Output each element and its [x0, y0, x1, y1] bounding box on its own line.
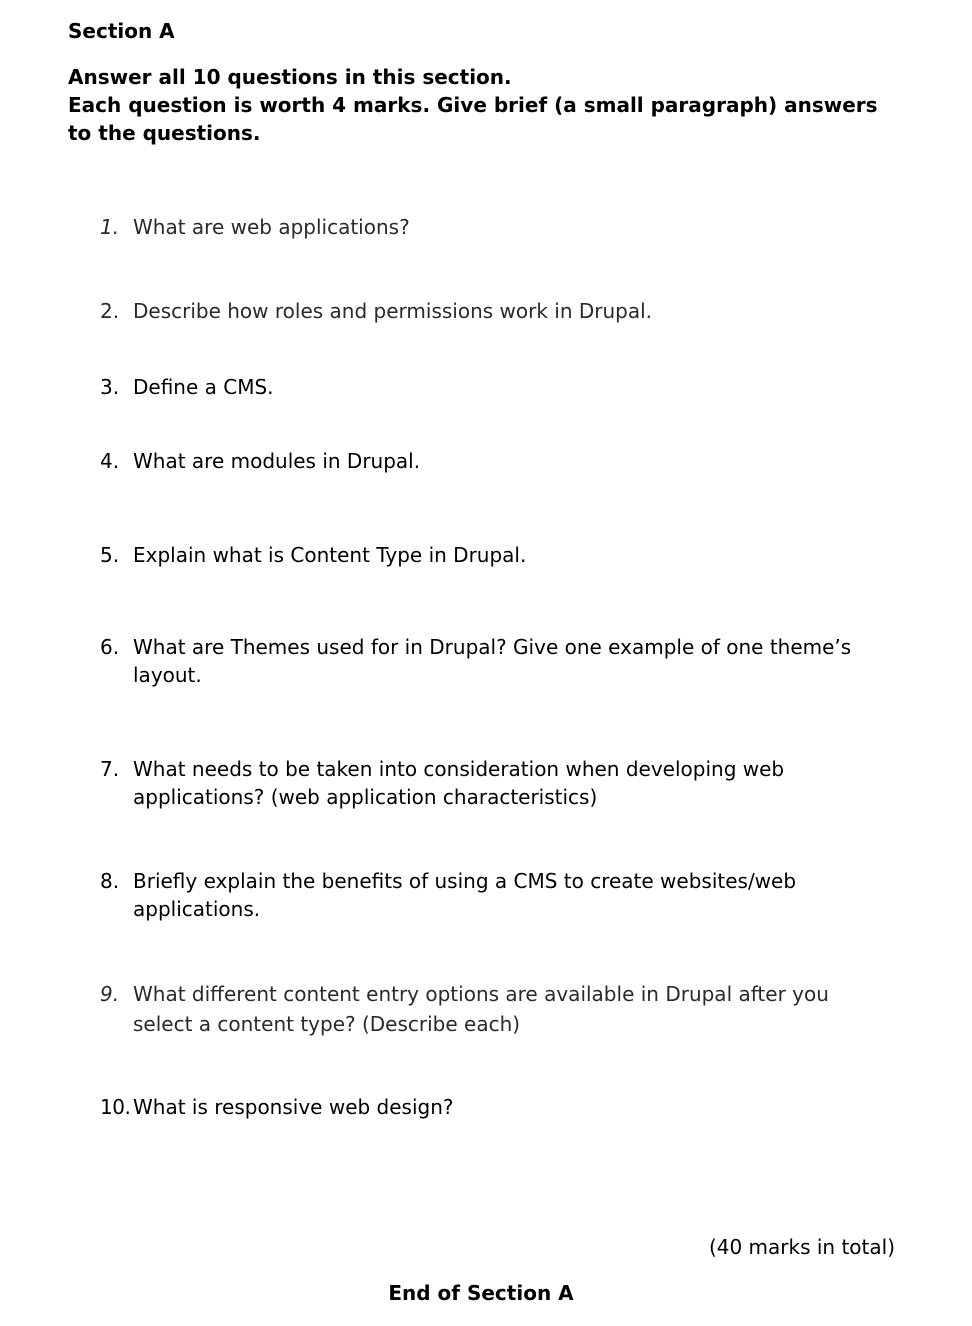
- question-number: 4.: [100, 449, 120, 473]
- question-8: [100, 867, 830, 923]
- question-number: 3.: [100, 375, 120, 399]
- question-text: Briefly explain the benefits of using a CMS to create websites/web applications.: [133, 869, 797, 921]
- question-text: Explain what is Content Type in Drupal.: [133, 543, 527, 567]
- question-number: 1.: [100, 215, 120, 239]
- question-7: [100, 755, 820, 811]
- question-text: What are Themes used for in Drupal? Give one example of one theme’s layout.: [133, 635, 852, 687]
- end-of-section: End of Section A: [388, 1281, 574, 1305]
- question-text: What are modules in Drupal.: [133, 449, 421, 473]
- question-number: 5.: [100, 543, 120, 567]
- question-number: 2.: [100, 299, 120, 323]
- instructions-line-1: Answer all 10 questions in this section.: [68, 65, 512, 89]
- section-title: Section A: [68, 19, 175, 43]
- question-number: 10.: [100, 1095, 131, 1119]
- question-text: What is responsive web design?: [133, 1095, 454, 1119]
- question-text: What needs to be taken into consideration when developing web applications? (web application characteristics): [133, 757, 785, 809]
- question-9: [100, 979, 860, 1039]
- question-4: [100, 447, 880, 475]
- instructions-line-2: Each question is worth 4 marks. Give brief (a small paragraph) answers to the questions.: [68, 93, 878, 145]
- question-number: 8.: [100, 869, 120, 893]
- question-text: What different content entry options are available in Drupal after you select a content type? (Describe each): [133, 982, 829, 1036]
- question-number: 9.: [100, 982, 120, 1006]
- question-text: Define a CMS.: [133, 375, 274, 399]
- question-3: [100, 373, 880, 401]
- question-number: 6.: [100, 635, 120, 659]
- instructions: [68, 63, 898, 147]
- question-number: 7.: [100, 757, 120, 781]
- question-text: Describe how roles and permissions work in Drupal.: [133, 299, 653, 323]
- question-1: [100, 213, 880, 241]
- question-2: [100, 297, 880, 325]
- question-text: What are web applications?: [133, 215, 410, 239]
- question-10: [100, 1093, 880, 1121]
- total-marks: (40 marks in total): [708, 1235, 895, 1259]
- question-6: [100, 633, 880, 689]
- question-5: [100, 541, 880, 569]
